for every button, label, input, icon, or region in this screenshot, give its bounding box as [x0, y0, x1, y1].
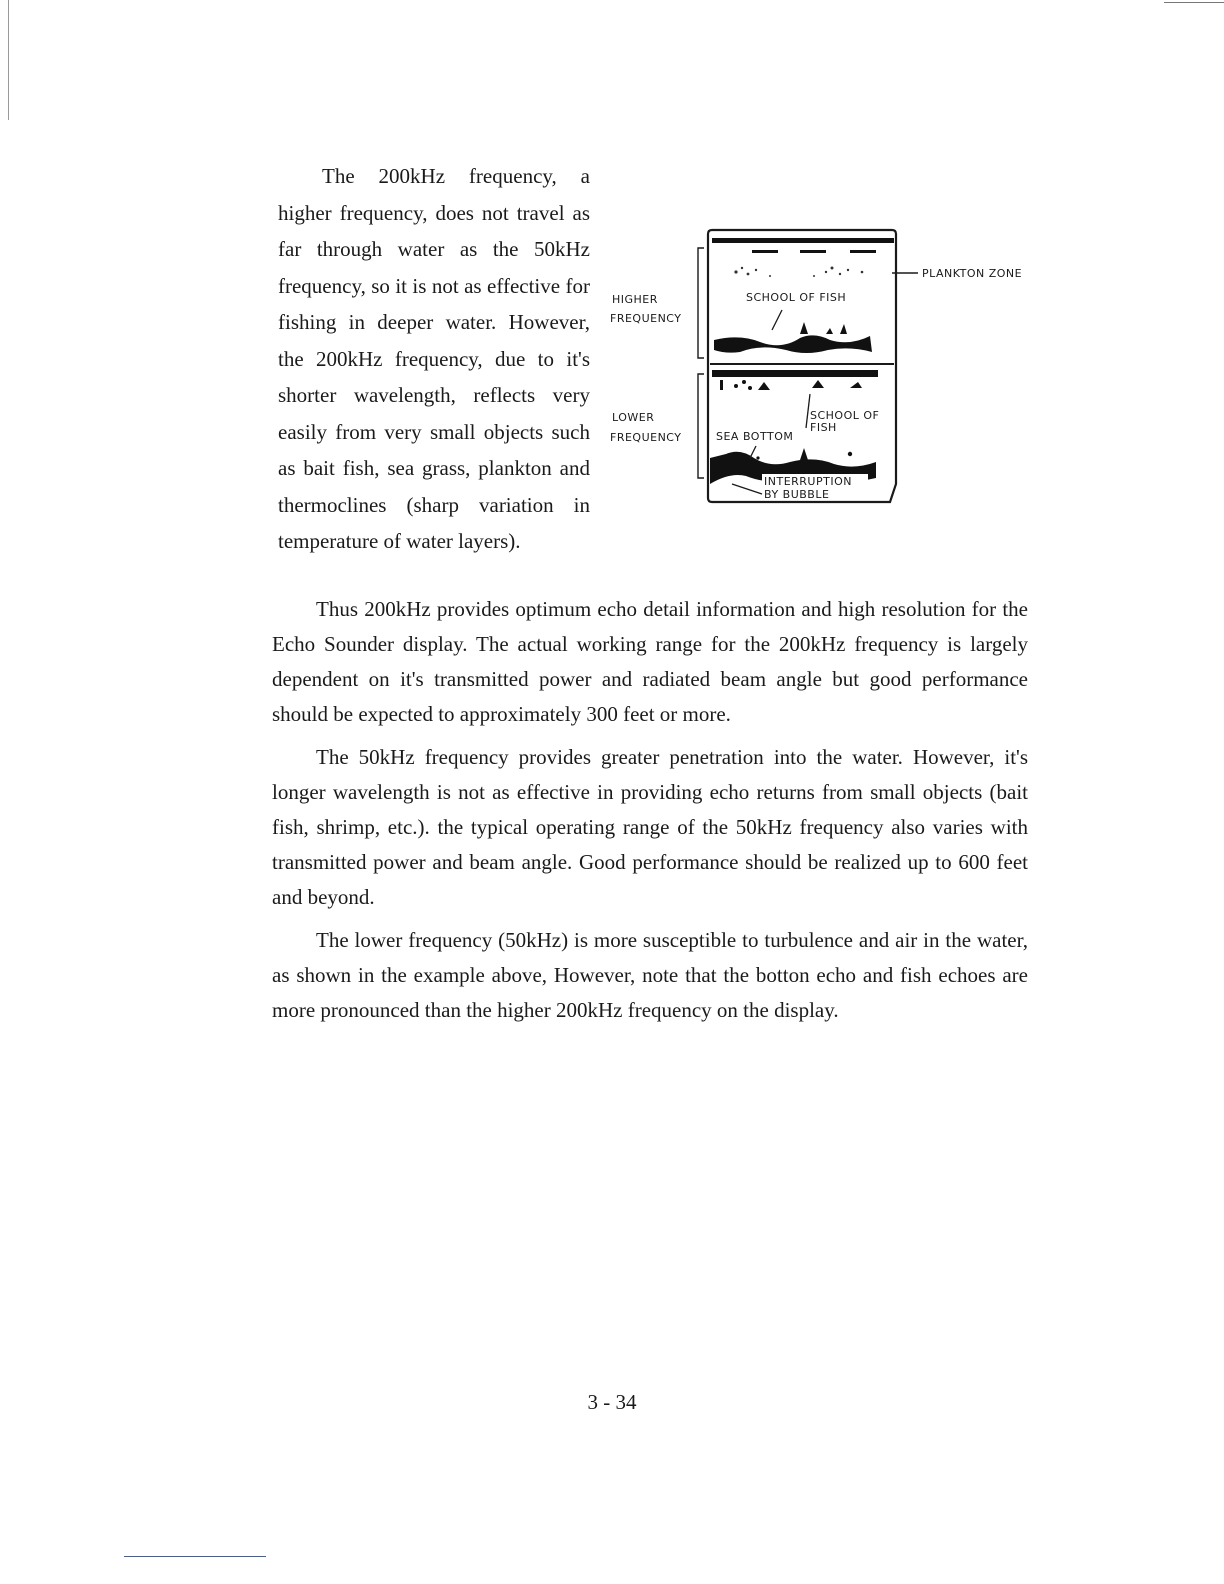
- interruption-label-line2: BY BUBBLE: [764, 488, 830, 501]
- echo-display-illustration: [600, 222, 1050, 512]
- school-of-fish-label-top: SCHOOL OF FISH: [746, 291, 847, 304]
- higher-frequency-bracket: [698, 248, 704, 358]
- footer-rule: [124, 1556, 266, 1557]
- page-number: 3 - 34: [587, 1390, 637, 1414]
- plankton-speckle: [734, 267, 863, 278]
- school-of-fish-label-low-line1: SCHOOL OF: [810, 409, 880, 422]
- fish-marks-low: [720, 380, 862, 390]
- school-leader-top: [772, 310, 782, 330]
- scan-edge-mark: [1164, 2, 1224, 3]
- plankton-dashes: [752, 250, 876, 253]
- body-text: [272, 592, 1028, 1036]
- scan-binding-line: [8, 0, 9, 120]
- lower-frequency-label-line1: LOWER: [612, 411, 655, 424]
- school-of-fish-label-low-line2: FISH: [810, 421, 837, 434]
- plankton-zone-label: PLANKTON ZONE: [922, 267, 1023, 280]
- sea-bottom-leader: [750, 446, 756, 458]
- intro-paragraph: The 200kHz frequency, a higher frequency, does not travel as far through water as the 50kHz frequency, so it is not as effective for fishing in deeper water. However, the 200kHz frequency, due to it's shorter wavelength, reflects very easily from very small objects such as bait fish, sea grass, plankton and thermoclines (sharp variation in temperature of water layers).: [278, 164, 590, 553]
- higher-frequency-label-line1: HIGHER: [612, 293, 658, 306]
- interruption-label-line1: INTERRUPTION: [764, 475, 852, 488]
- intro-column: [278, 158, 590, 560]
- surface-line-high: [712, 238, 894, 243]
- paragraph-200khz-performance: Thus 200kHz provides optimum echo detail information and high resolution for the Echo Sounder display. The actual working range for the 200kHz frequency is largely dependent on it's transmitted power and radiated beam angle but good performance should be expected to approximately 300 feet or more.: [272, 597, 1028, 726]
- sea-bottom-label: SEA BOTTOM: [716, 430, 794, 443]
- bubble-leader: [732, 484, 762, 494]
- lower-frequency-bracket: [698, 374, 704, 478]
- higher-frequency-label-line2: FREQUENCY: [610, 312, 682, 325]
- surface-line-low: [712, 370, 878, 377]
- echo-sounder-figure: [600, 222, 1050, 512]
- lower-frequency-label-line2: FREQUENCY: [610, 431, 682, 444]
- bottom-echo-high: [714, 335, 872, 353]
- paragraph-lower-frequency-susceptibility: The lower frequency (50kHz) is more susceptible to turbulence and air in the water, as shown in the example above, However, note that the botton echo and fish echoes are more pronounced than the higher 200kHz frequency on the display.: [272, 928, 1028, 1022]
- bubble-interruption-marks: [756, 448, 852, 460]
- paragraph-50khz-performance: The 50kHz frequency provides greater penetration into the water. However, it's longer wavelength is not as effective in providing echo returns from small objects (bait fish, shrimp, etc.). the typical operating range of the 50kHz frequency also varies with transmitted power and beam angle. Good performance should be realized up to 600 feet and beyond.: [272, 745, 1028, 909]
- fish-marks-high: [800, 322, 847, 334]
